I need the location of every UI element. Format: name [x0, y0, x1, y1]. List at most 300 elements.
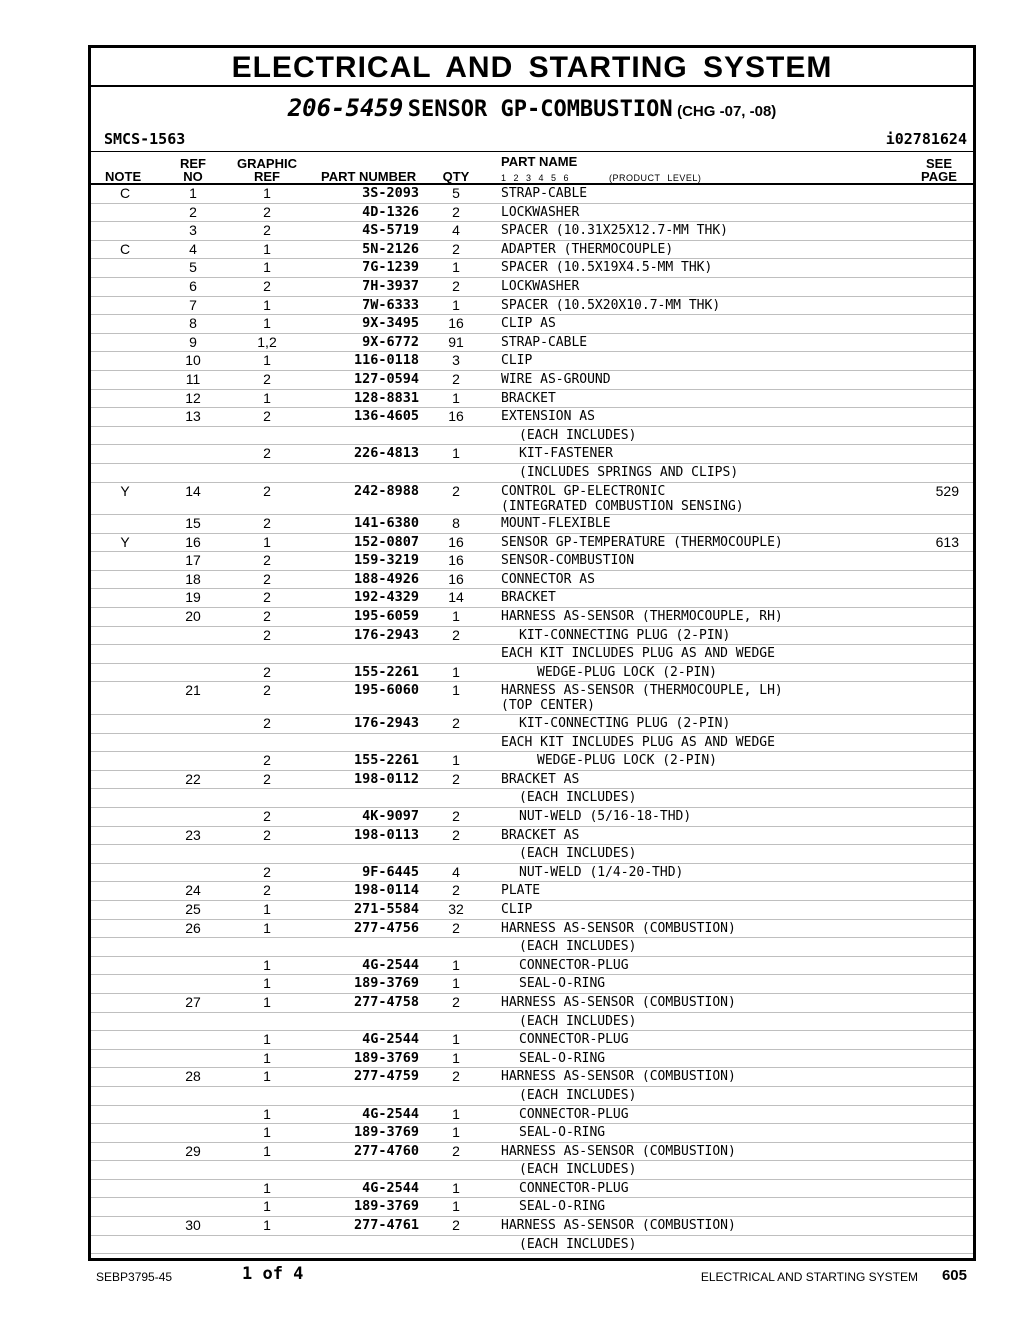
table-row: [91, 752, 973, 771]
row-ref-no: 25: [185, 900, 201, 917]
row-graphic-ref: 2: [263, 808, 271, 824]
row-part-name: (EACH INCLUDES): [519, 939, 637, 955]
row-part-number: 152-0807: [353, 533, 419, 550]
row-part-number: 277-4761: [353, 1217, 419, 1234]
row-part-number: 7W-6333: [362, 296, 419, 313]
row-part-number: 189-3769: [353, 1124, 419, 1141]
row-part-name: CONNECTOR AS: [501, 571, 595, 587]
row-part-name: EACH KIT INCLUDES PLUG AS AND WEDGE: [501, 646, 775, 662]
row-see-page: 613: [935, 533, 959, 550]
row-graphic-ref: 1: [263, 1124, 271, 1141]
table-row: [91, 1106, 973, 1125]
table-row: [91, 259, 973, 278]
table-row: [91, 352, 973, 371]
row-part-name: CONNECTOR-PLUG: [519, 1106, 629, 1122]
row-graphic-ref: 1: [263, 1142, 271, 1159]
divider: [91, 151, 973, 152]
table-row: [91, 771, 973, 790]
row-graphic-ref: 2: [263, 608, 271, 625]
footer-section-title: ELECTRICAL AND STARTING SYSTEM: [700, 1270, 918, 1284]
row-qty: 2: [452, 240, 460, 257]
row-ref-no: 22: [185, 770, 201, 787]
row-see-page: 529: [935, 482, 959, 499]
row-qty: 2: [452, 1142, 460, 1159]
row-ref-no: 3: [189, 222, 197, 239]
table-row: [91, 571, 973, 590]
row-graphic-ref: 2: [263, 445, 271, 462]
row-ref-no: 24: [185, 882, 201, 899]
table-row: [91, 445, 973, 464]
row-part-number: 7G-1239: [362, 259, 419, 276]
row-part-name: KIT-FASTENER: [519, 446, 613, 462]
table-row: [91, 827, 973, 846]
table-row: [91, 957, 973, 976]
row-qty: 3: [452, 352, 460, 369]
row-graphic-ref: 1: [263, 956, 271, 973]
table-row: [91, 1217, 973, 1236]
row-part-name: BRACKET AS: [501, 771, 580, 787]
col-header-ref-top: REF: [180, 156, 206, 171]
row-ref-no: 5: [189, 259, 197, 276]
table-row: [91, 1198, 973, 1217]
row-part-name: NUT-WELD (1/4-20-THD): [519, 864, 684, 880]
row-qty: 1: [452, 1124, 460, 1141]
row-part-name: ADAPTER (THERMOCOUPLE): [501, 241, 674, 257]
table-row: [91, 715, 973, 734]
row-part-number: 4D-1326: [362, 203, 419, 220]
row-part-number: 195-6060: [353, 682, 419, 699]
table-row: [91, 185, 973, 204]
row-part-number: 198-0113: [353, 826, 419, 843]
table-row: [91, 920, 973, 939]
row-part-number: 155-2261: [353, 663, 419, 680]
row-part-name: (INCLUDES SPRINGS AND CLIPS): [519, 464, 739, 480]
row-qty: 16: [448, 570, 464, 587]
row-graphic-ref: 2: [263, 482, 271, 499]
row-graphic-ref: 1: [263, 185, 271, 201]
page-title: ELECTRICAL AND STARTING SYSTEM: [91, 48, 973, 87]
table-row: [91, 1013, 973, 1032]
row-ref-no: 11: [185, 370, 201, 387]
table-row: [91, 552, 973, 571]
row-part-number: 242-8988: [353, 482, 419, 499]
row-graphic-ref: 1: [263, 1179, 271, 1196]
table-row: [91, 204, 973, 223]
row-part-name: SPACER (10.5X20X10.7-MM THK): [501, 297, 721, 313]
row-part-name: HARNESS AS-SENSOR (COMBUSTION): [501, 920, 736, 936]
row-part-name: BRACKET AS: [501, 827, 580, 843]
row-part-number: 4G-2544: [362, 1105, 419, 1122]
row-part-name-line2: (INTEGRATED COMBUSTION SENSING): [501, 498, 744, 514]
row-graphic-ref: 2: [263, 626, 271, 643]
row-graphic-ref: 1: [263, 1198, 271, 1215]
part-group-name: SENSOR GP-COMBUSTION: [407, 97, 673, 122]
row-qty: 1: [452, 752, 460, 769]
product-level-numbers: 1 2 3 4 5 6: [501, 173, 570, 183]
table-row: [91, 278, 973, 297]
row-qty: 5: [452, 185, 460, 201]
row-part-name: CONNECTOR-PLUG: [519, 957, 629, 973]
table-row: [91, 1161, 973, 1180]
table-row: [91, 734, 973, 753]
row-qty: 2: [452, 626, 460, 643]
row-graphic-ref: 2: [263, 370, 271, 387]
row-part-number: 9X-3495: [362, 315, 419, 332]
row-graphic-ref: 2: [263, 515, 271, 532]
row-ref-no: 10: [185, 352, 201, 369]
row-graphic-ref: 2: [263, 863, 271, 880]
row-ref-no: 16: [185, 533, 201, 550]
col-header-see-top: SEE: [925, 156, 952, 171]
row-part-name: (EACH INCLUDES): [519, 1087, 637, 1103]
row-graphic-ref: 1: [263, 533, 271, 550]
row-part-name: BRACKET: [501, 390, 556, 406]
row-qty: 16: [448, 533, 464, 550]
row-qty: 1: [452, 259, 460, 276]
col-header-part-number: PART NUMBER: [321, 169, 417, 184]
row-qty: 2: [452, 203, 460, 220]
row-qty: 1: [452, 1198, 460, 1215]
row-part-name: CONTROL GP-ELECTRONIC: [501, 483, 666, 499]
row-part-name-line2: (TOP CENTER): [501, 698, 595, 714]
row-part-number: 155-2261: [353, 752, 419, 769]
table-row: [91, 241, 973, 260]
col-header-ref-bottom: NO: [183, 169, 203, 184]
col-header-part-name: PART NAME: [501, 154, 578, 169]
row-graphic-ref: 1: [263, 1031, 271, 1048]
row-part-name: SENSOR GP-TEMPERATURE (THERMOCOUPLE): [501, 534, 783, 550]
row-part-name: CONNECTOR-PLUG: [519, 1180, 629, 1196]
row-qty: 1: [452, 445, 460, 462]
table-row: [91, 864, 973, 883]
row-ref-no: 9: [189, 333, 197, 350]
footer-page-of: 1 of 4: [242, 1264, 304, 1284]
row-part-number: 4G-2544: [362, 956, 419, 973]
row-part-name: LOCKWASHER: [501, 278, 580, 294]
parts-list-frame: [88, 45, 976, 1261]
row-graphic-ref: 1: [263, 1068, 271, 1085]
row-part-number: 277-4758: [353, 993, 419, 1010]
table-row: [91, 901, 973, 920]
row-qty: 1: [452, 608, 460, 625]
row-part-number: 277-4759: [353, 1068, 419, 1085]
col-header-graphic-top: GRAPHIC: [237, 156, 297, 171]
row-graphic-ref: 2: [263, 882, 271, 899]
row-part-name: HARNESS AS-SENSOR (COMBUSTION): [501, 1218, 736, 1234]
row-part-number: 192-4329: [353, 589, 419, 606]
row-part-name: SENSOR-COMBUSTION: [501, 553, 635, 569]
table-row: [91, 390, 973, 409]
row-graphic-ref: 2: [263, 826, 271, 843]
row-qty: 2: [452, 482, 460, 499]
row-qty: 1: [452, 1179, 460, 1196]
table-row: [91, 882, 973, 901]
row-ref-no: 7: [189, 296, 197, 313]
row-ref-no: 17: [185, 552, 201, 569]
row-graphic-ref: 1: [263, 389, 271, 406]
row-part-number: 9X-6772: [362, 333, 419, 350]
row-ref-no: 15: [185, 515, 201, 532]
row-graphic-ref: 2: [263, 589, 271, 606]
row-note: Y: [120, 533, 130, 550]
col-header-note: NOTE: [105, 169, 142, 184]
col-header-qty: QTY: [442, 169, 470, 184]
row-part-name: CLIP AS: [501, 316, 556, 332]
table-row: [91, 483, 973, 516]
footer-page-number: 605: [941, 1267, 967, 1284]
table-row: [91, 589, 973, 608]
row-part-name: HARNESS AS-SENSOR (COMBUSTION): [501, 1069, 736, 1085]
row-part-number: 3S-2093: [362, 185, 419, 201]
row-ref-no: 29: [185, 1142, 201, 1159]
col-header-see-bottom: PAGE: [921, 169, 957, 184]
row-part-number: 4S-5719: [362, 222, 419, 239]
part-group-number: 206-5459: [287, 94, 404, 122]
row-part-name: KIT-CONNECTING PLUG (2-PIN): [519, 627, 731, 643]
row-part-name: MOUNT-FLEXIBLE: [501, 516, 611, 532]
row-note: Y: [120, 482, 130, 499]
row-part-number: 4G-2544: [362, 1031, 419, 1048]
table-row: [91, 1087, 973, 1106]
table-row: [91, 297, 973, 316]
row-part-number: 136-4605: [353, 408, 419, 425]
row-qty: 1: [452, 1031, 460, 1048]
row-part-name: CONNECTOR-PLUG: [519, 1032, 629, 1048]
table-row: [91, 845, 973, 864]
row-qty: 1: [452, 1105, 460, 1122]
row-graphic-ref: 1: [263, 1105, 271, 1122]
table-row: [91, 682, 973, 715]
row-part-number: 4G-2544: [362, 1179, 419, 1196]
row-part-name: (EACH INCLUDES): [519, 1162, 637, 1178]
table-row: [91, 1143, 973, 1162]
row-part-name: SEAL-O-RING: [519, 976, 606, 992]
table-row: [91, 1050, 973, 1069]
row-qty: 14: [448, 589, 464, 606]
row-qty: 91: [448, 333, 464, 350]
row-qty: 2: [452, 919, 460, 936]
row-part-name: CLIP: [501, 353, 533, 369]
table-row: [91, 515, 973, 534]
row-part-number: 189-3769: [353, 1049, 419, 1066]
row-part-name: (EACH INCLUDES): [519, 427, 637, 443]
row-graphic-ref: 2: [263, 552, 271, 569]
row-part-number: 195-6059: [353, 608, 419, 625]
row-graphic-ref: 1: [263, 352, 271, 369]
row-graphic-ref: 1: [263, 1049, 271, 1066]
row-qty: 1: [452, 975, 460, 992]
row-part-number: 226-4813: [353, 445, 419, 462]
row-part-name: HARNESS AS-SENSOR (THERMOCOUPLE, LH): [501, 683, 783, 699]
row-part-number: 277-4760: [353, 1142, 419, 1159]
row-part-name: CLIP: [501, 901, 533, 917]
row-qty: 2: [452, 1217, 460, 1234]
table-row: [91, 1031, 973, 1050]
row-graphic-ref: 2: [263, 277, 271, 294]
row-part-name: EXTENSION AS: [501, 409, 595, 425]
row-ref-no: 13: [185, 408, 201, 425]
row-part-number: 127-0594: [353, 370, 419, 387]
row-graphic-ref: 2: [263, 570, 271, 587]
row-qty: 4: [452, 863, 460, 880]
row-graphic-ref: 2: [263, 752, 271, 769]
row-graphic-ref: 1: [263, 900, 271, 917]
row-ref-no: 20: [185, 608, 201, 625]
row-ref-no: 28: [185, 1068, 201, 1085]
row-part-number: 4K-9097: [362, 808, 419, 824]
row-qty: 1: [452, 1049, 460, 1066]
row-part-name: (EACH INCLUDES): [519, 1236, 637, 1252]
row-part-number: 198-0114: [353, 882, 419, 899]
row-part-name: SEAL-O-RING: [519, 1125, 606, 1141]
row-graphic-ref: 2: [263, 715, 271, 732]
row-graphic-ref: 2: [263, 203, 271, 220]
row-qty: 1: [452, 956, 460, 973]
row-qty: 2: [452, 277, 460, 294]
row-graphic-ref: 2: [263, 222, 271, 239]
row-part-number: 271-5584: [353, 900, 419, 917]
row-part-name: (EACH INCLUDES): [519, 846, 637, 862]
row-ref-no: 30: [185, 1217, 201, 1234]
table-row: [91, 315, 973, 334]
parts-table-body: [91, 185, 973, 1254]
row-part-name: PLATE: [501, 883, 541, 899]
table-row: [91, 645, 973, 664]
row-part-name: WEDGE-PLUG LOCK (2-PIN): [537, 664, 718, 680]
row-part-name: HARNESS AS-SENSOR (COMBUSTION): [501, 994, 736, 1010]
row-graphic-ref: 1: [263, 975, 271, 992]
row-qty: 8: [452, 515, 460, 532]
row-ref-no: 8: [189, 315, 197, 332]
row-part-number: 141-6380: [353, 515, 419, 532]
row-part-number: 116-0118: [353, 352, 419, 369]
row-qty: 2: [452, 993, 460, 1010]
product-level-label: (PRODUCT LEVEL): [609, 173, 702, 183]
table-row: [91, 534, 973, 553]
row-ref-no: 26: [185, 919, 201, 936]
table-row: [91, 808, 973, 827]
row-part-name: WEDGE-PLUG LOCK (2-PIN): [537, 753, 718, 769]
table-row: [91, 975, 973, 994]
row-part-number: 7H-3937: [362, 277, 419, 294]
row-graphic-ref: 1: [263, 240, 271, 257]
row-ref-no: 6: [189, 277, 197, 294]
row-graphic-ref: 1: [263, 919, 271, 936]
table-row: [91, 427, 973, 446]
row-graphic-ref: 1: [263, 993, 271, 1010]
table-row: [91, 789, 973, 808]
row-graphic-ref: 1: [263, 1217, 271, 1234]
smcs-code: SMCS-1563: [104, 130, 186, 148]
row-ref-no: 2: [189, 203, 197, 220]
row-ref-no: 14: [185, 482, 201, 499]
row-part-number: 176-2943: [353, 715, 419, 732]
row-part-name: EACH KIT INCLUDES PLUG AS AND WEDGE: [501, 734, 775, 750]
row-qty: 16: [448, 552, 464, 569]
row-ref-no: 12: [185, 389, 201, 406]
row-note: C: [119, 185, 131, 201]
table-row: [91, 664, 973, 683]
table-row: [91, 222, 973, 241]
table-row: [91, 938, 973, 957]
row-part-name: LOCKWASHER: [501, 204, 580, 220]
row-part-name: HARNESS AS-SENSOR (COMBUSTION): [501, 1143, 736, 1159]
row-part-name: BRACKET: [501, 590, 556, 606]
row-graphic-ref: 1: [263, 315, 271, 332]
table-row: [91, 1068, 973, 1087]
row-ref-no: 19: [185, 589, 201, 606]
row-qty: 2: [452, 826, 460, 843]
row-graphic-ref: 1,2: [257, 333, 277, 350]
table-row: [91, 994, 973, 1013]
table-row: [91, 627, 973, 646]
row-qty: 2: [452, 770, 460, 787]
table-row: [91, 1124, 973, 1143]
row-graphic-ref: 1: [263, 296, 271, 313]
table-row: [91, 464, 973, 483]
table-row: [91, 408, 973, 427]
row-ref-no: 23: [185, 826, 201, 843]
row-part-name: SPACER (10.31X25X12.7-MM THK): [501, 223, 728, 239]
row-graphic-ref: 1: [263, 259, 271, 276]
row-part-name: SPACER (10.5X19X4.5-MM THK): [501, 260, 713, 276]
row-part-number: 277-4756: [353, 919, 419, 936]
row-qty: 16: [448, 408, 464, 425]
row-graphic-ref: 2: [263, 408, 271, 425]
table-row: [91, 1180, 973, 1199]
row-part-number: 189-3769: [353, 975, 419, 992]
row-qty: 16: [448, 315, 464, 332]
table-row: [91, 334, 973, 353]
row-ref-no: 18: [185, 570, 201, 587]
row-part-number: 198-0112: [353, 770, 419, 787]
row-qty: 32: [448, 900, 464, 917]
row-part-name: KIT-CONNECTING PLUG (2-PIN): [519, 716, 731, 732]
row-qty: 1: [452, 296, 460, 313]
row-part-number: 9F-6445: [362, 863, 419, 880]
row-part-number: 188-4926: [353, 570, 419, 587]
row-part-number: 176-2943: [353, 626, 419, 643]
row-part-name: SEAL-O-RING: [519, 1050, 606, 1066]
row-part-name: STRAP-CABLE: [501, 186, 588, 201]
row-qty: 1: [452, 682, 460, 699]
row-part-name: WIRE AS-GROUND: [501, 371, 611, 387]
row-part-name: (EACH INCLUDES): [519, 1013, 637, 1029]
illustration-id: i02781624: [885, 130, 967, 148]
row-ref-no: 4: [189, 240, 197, 257]
row-qty: 2: [452, 715, 460, 732]
row-part-name: SEAL-O-RING: [519, 1199, 606, 1215]
table-row: [91, 608, 973, 627]
row-part-number: 5N-2126: [362, 240, 419, 257]
table-row: [91, 371, 973, 390]
row-ref-no: 21: [185, 682, 201, 699]
row-note: C: [119, 240, 131, 257]
row-ref-no: 1: [189, 185, 197, 201]
row-part-number: 159-3219: [353, 552, 419, 569]
row-ref-no: 27: [185, 993, 201, 1010]
row-qty: 1: [452, 389, 460, 406]
part-group-heading: [91, 94, 973, 122]
row-part-name: HARNESS AS-SENSOR (THERMOCOUPLE, RH): [501, 609, 783, 625]
change-note: (CHG -07, -08): [677, 103, 777, 120]
row-qty: 2: [452, 1068, 460, 1085]
row-part-number: 189-3769: [353, 1198, 419, 1215]
row-qty: 2: [452, 808, 460, 824]
row-part-name: NUT-WELD (5/16-18-THD): [519, 809, 692, 824]
row-graphic-ref: 2: [263, 682, 271, 699]
footer-doc-number: SEBP3795-45: [96, 1270, 173, 1284]
